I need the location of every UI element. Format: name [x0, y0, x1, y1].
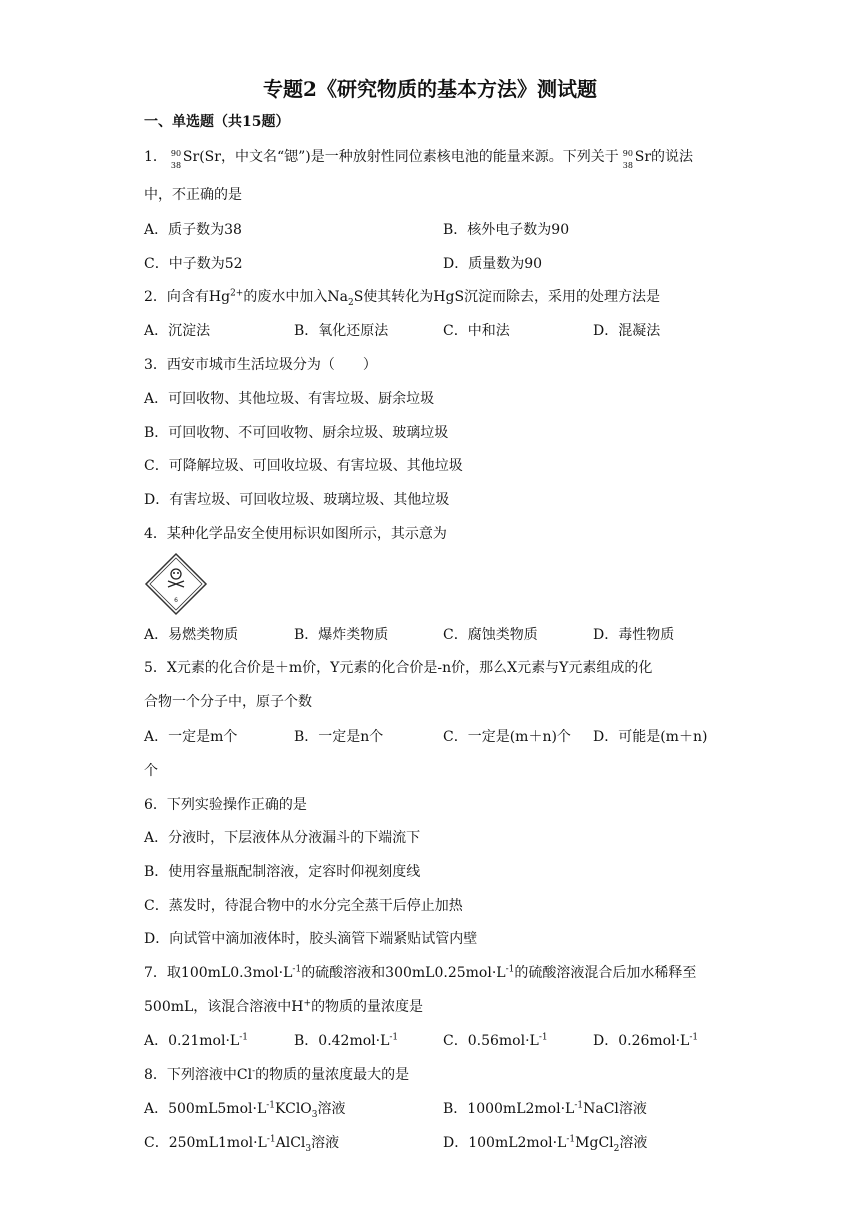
- q8-option-a: A．$500mL5mol\cdot L^{-1}KClO_3$溶液: [144, 1100, 346, 1120]
- q7-option-d: D．$0.26mol\cdot L^{-1}$: [593, 1032, 699, 1049]
- q1-option-b: B．核外电子数为90: [443, 222, 570, 238]
- q2-option-b: B．氧化还原法: [294, 323, 389, 339]
- question-4-stem: 4．某种化学品安全使用标识如图所示，其示意为: [144, 526, 447, 542]
- question-6-stem: 6．下列实验操作正确的是: [144, 797, 307, 813]
- question-5-stem-cont: 合物一个分子中，原子个数: [144, 694, 312, 710]
- q3-option-b: B．可回收物、不可回收物、厨余垃圾、玻璃垃圾: [144, 425, 449, 441]
- q6-option-a: A．分液时，下层液体从分液漏斗的下端流下: [144, 830, 421, 846]
- q5-option-d: D．可能是(m＋n): [593, 729, 708, 745]
- q4-option-d: D．毒性物质: [593, 627, 675, 643]
- nuclide-symbol: 90 38: [170, 149, 182, 170]
- q2-option-d: D．混凝法: [593, 323, 661, 339]
- question-1-stem-cont: 中，不正确的是: [144, 187, 242, 203]
- question-5-stem: 5．X元素的化合价是＋m价，Y元素的化合价是-n价，那么X元素与Y元素组成的化: [144, 660, 653, 676]
- q1-option-a: A．质子数为38: [144, 222, 242, 238]
- question-7-stem-cont: 500mL，该混合溶液中H+的物质的量浓度是: [144, 998, 424, 1015]
- q6-option-b: B．使用容量瓶配制溶液，定容时仰视刻度线: [144, 864, 421, 880]
- q8-option-b: B．$1000mL2mol\cdot L^{-1}NaCl$溶液: [443, 1100, 647, 1117]
- q5-option-b: B．一定是n个: [294, 729, 384, 745]
- question-8-stem: 8．下列溶液中Cl-的物质的量浓度最大的是: [144, 1066, 410, 1083]
- q7-option-c: C．$0.56mol\cdot L^{-1}$: [443, 1032, 548, 1049]
- question-7-stem: 7．取$100mL0.3mol\cdot L^{-1}$的硫酸溶液和$300mL0.25mol\cdot L^{-1}$的硫酸溶液混合后加水稀释至: [144, 964, 697, 981]
- q6-option-d: D．向试管中滴加液体时，胶头滴管下端紧贴试管内壁: [144, 931, 478, 947]
- q3-option-c: C．可降解垃圾、可回收垃圾、有害垃圾、其他垃圾: [144, 458, 463, 474]
- question-2-stem: 2．向含有$Hg^{2+}$的废水中加入$Na_2S$使其转化为HgS沉淀而除去，采用的处理方法是: [144, 288, 661, 308]
- q6-option-c: C．蒸发时，待混合物中的水分完全蒸干后停止加热: [144, 898, 463, 914]
- q4-option-a: A．易燃类物质: [144, 627, 239, 643]
- q3-option-d: D．有害垃圾、可回收垃圾、玻璃垃圾、其他垃圾: [144, 492, 450, 508]
- q4-option-c: C．腐蚀类物质: [443, 627, 538, 643]
- q8-option-d: D．$100mL2mol\cdot L^{-1}MgCl_2$溶液: [443, 1134, 648, 1154]
- q5-option-a: A．一定是m个: [144, 729, 238, 745]
- q1-option-c: C．中子数为52: [144, 256, 243, 272]
- q5-option-d-cont: 个: [144, 763, 158, 779]
- section-heading: 一、单选题（共15题）: [144, 114, 290, 130]
- toxic-sign-icon: [144, 552, 208, 616]
- q2-option-a: A．沉淀法: [144, 323, 211, 339]
- q2-option-c: C．中和法: [443, 323, 510, 339]
- q4-option-b: B．爆炸类物质: [294, 627, 389, 643]
- sign-number: 6: [174, 597, 178, 604]
- q1-option-d: D．质量数为90: [443, 256, 543, 272]
- question-3-stem: 3．西安市城市生活垃圾分为（ ）: [144, 357, 377, 373]
- q7-option-b: B．$0.42mol\cdot L^{-1}$: [294, 1032, 399, 1049]
- q7-option-a: A．$0.21mol\cdot L^{-1}$: [144, 1032, 248, 1049]
- nuclide-symbol: 90 38: [622, 149, 633, 170]
- q8-option-c: C．$250mL1mol\cdot L^{-1}AlCl_3$溶液: [144, 1134, 340, 1154]
- q5-option-c: C．一定是(m＋n)个: [443, 729, 571, 745]
- page-title: 专题2《研究物质的基本方法》测试题: [263, 77, 597, 101]
- q3-option-a: A．可回收物、其他垃圾、有害垃圾、厨余垃圾: [144, 391, 435, 407]
- question-1-stem: 1． 90 38 Sr(Sr，中文名“锶”)是一种放射性同位素核电池的能量来源。下列关于 90 38 Sr的说法: [144, 149, 694, 170]
